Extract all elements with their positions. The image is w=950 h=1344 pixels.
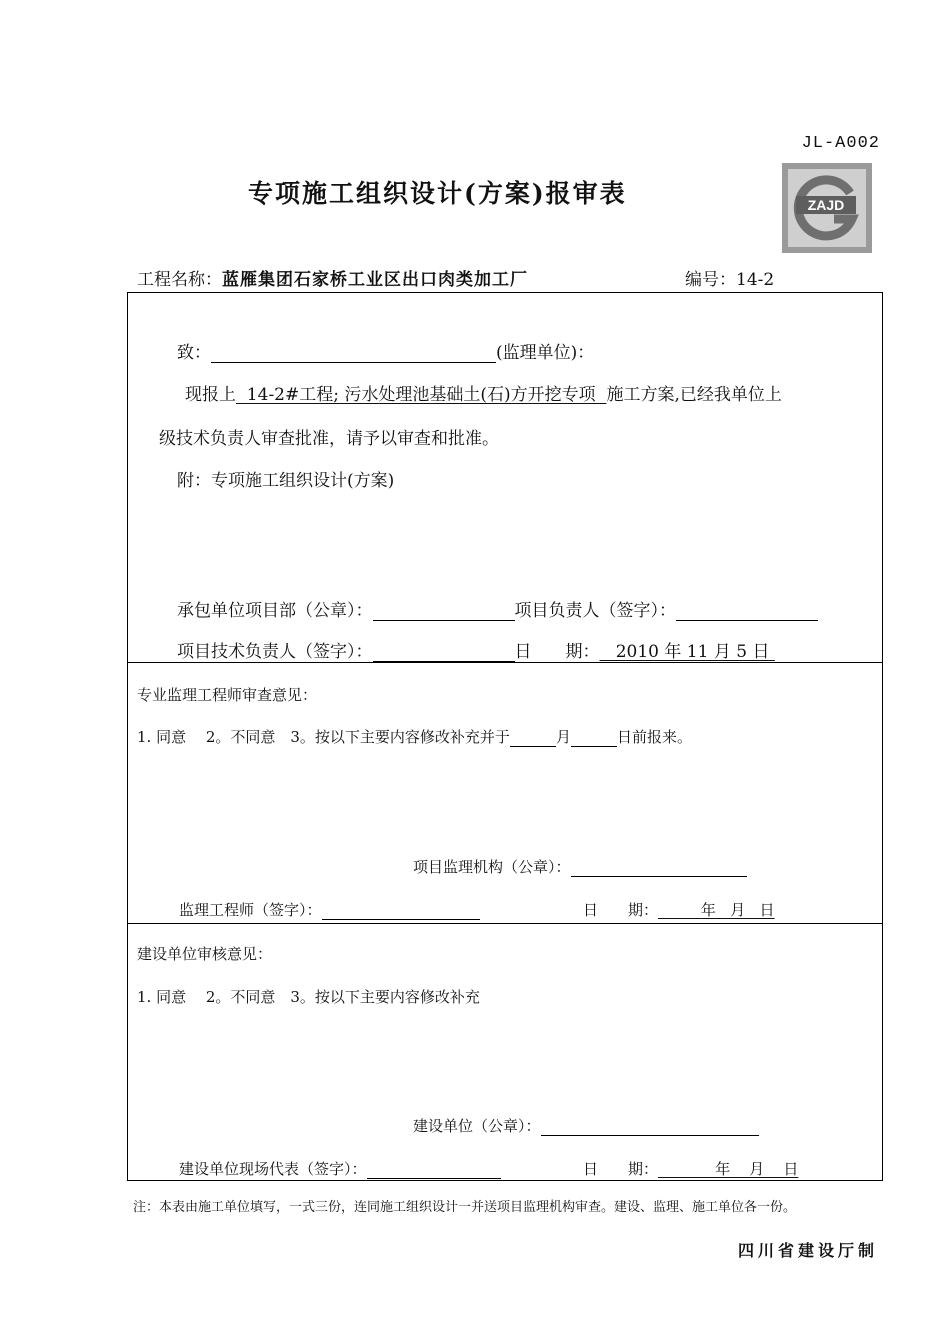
- logo-text: ZAJD: [807, 197, 845, 213]
- supervisor-heading: 专业监理工程师审查意见：: [137, 686, 318, 704]
- project-name-label: 工程名称：: [137, 270, 222, 290]
- issuer: 四川省建设厅制: [737, 1241, 878, 1260]
- tech-signature-field[interactable]: [373, 643, 515, 662]
- engineer-label: 监理工程师（签字）：: [179, 901, 322, 919]
- owner-unit-label: 建设单位（公章）：: [413, 1117, 541, 1135]
- contractor-label: 承包单位项目部（公章）：: [177, 601, 373, 621]
- attachment-line: 附：专项施工组织设计(方案): [177, 471, 395, 491]
- zajd-logo: [782, 163, 872, 253]
- pm-signature-field[interactable]: [676, 602, 818, 621]
- date-blank-3: 年 月 日: [658, 1160, 799, 1178]
- engineer-date-line: [583, 899, 775, 920]
- logo-g-emblem-icon: [782, 163, 872, 253]
- date-blank-2: 年 月 日: [658, 901, 775, 919]
- supervision-org-line: [413, 856, 747, 877]
- owner-unit-line: [413, 1115, 759, 1136]
- pm-label: 项目负责人（签字）：: [514, 601, 676, 621]
- month-field[interactable]: [510, 730, 556, 747]
- report-line-2: 级技术负责人审查批准，请予以审查和批准。: [159, 429, 499, 449]
- org-label: 项目监理机构（公章）：: [413, 858, 571, 876]
- date-value-1: 2010 年 11 月 5 日: [599, 642, 775, 662]
- day-suffix: 日前报来。: [616, 728, 692, 746]
- engineer-line: [179, 899, 480, 920]
- org-stamp-field[interactable]: [571, 860, 747, 877]
- section-divider-2: [128, 923, 882, 924]
- owner-stamp-field[interactable]: [541, 1119, 759, 1136]
- engineer-signature-field[interactable]: [322, 903, 480, 920]
- tech-label: 项目技术负责人（签字）：: [177, 642, 373, 662]
- number-label: 编号：: [685, 270, 736, 290]
- to-suffix: (监理单位)：: [496, 343, 595, 363]
- to-label: 致：: [177, 343, 211, 363]
- report-prefix: 现报上: [185, 385, 236, 405]
- owner-date-line: [583, 1158, 798, 1179]
- footnote: 注：本表由施工单位填写，一式三份，连同施工组织设计一并送项目监理机构审查。建设、监理、施工单位各一份。: [133, 1200, 797, 1215]
- report-suffix: 施工方案,已经我单位上: [606, 385, 782, 405]
- supervisor-options-text: 1. 同意 2。不同意 3。按以下主要内容修改补充并于: [137, 728, 510, 746]
- date-label-1: 日 期：: [514, 642, 600, 662]
- owner-rep-label: 建设单位现场代表（签字）：: [179, 1160, 367, 1178]
- number-value: 14-2: [736, 270, 775, 290]
- approval-table: [127, 292, 883, 1181]
- page-title: 专项施工组织设计(方案)报审表: [248, 179, 627, 208]
- report-line: [185, 380, 782, 405]
- supervisor-options: [137, 726, 692, 747]
- section-divider-1: [128, 662, 882, 663]
- month-label: 月: [555, 728, 571, 746]
- project-name-value: 蓝雁集团石家桥工业区出口肉类加工厂: [222, 270, 528, 290]
- project-line: [137, 265, 528, 290]
- date-label-2: 日 期：: [583, 901, 659, 919]
- tech-line: [177, 637, 775, 662]
- owner-rep-line: [179, 1158, 501, 1179]
- owner-options: 1. 同意 2。不同意 3。按以下主要内容修改补充: [137, 988, 480, 1006]
- owner-rep-signature-field[interactable]: [367, 1162, 501, 1179]
- form-number: [685, 265, 774, 290]
- day-field[interactable]: [571, 730, 617, 747]
- form-code: JL-A002: [801, 134, 880, 153]
- date-label-3: 日 期：: [583, 1160, 659, 1178]
- report-item: 14-2#工程; 污水处理池基础土(石)方开挖专项: [236, 385, 607, 405]
- owner-heading: 建设单位审核意见：: [137, 945, 273, 963]
- contractor-stamp-field[interactable]: [373, 602, 515, 621]
- contractor-line: [177, 596, 818, 621]
- supervisor-unit-field[interactable]: [211, 344, 496, 363]
- to-line: [177, 338, 594, 363]
